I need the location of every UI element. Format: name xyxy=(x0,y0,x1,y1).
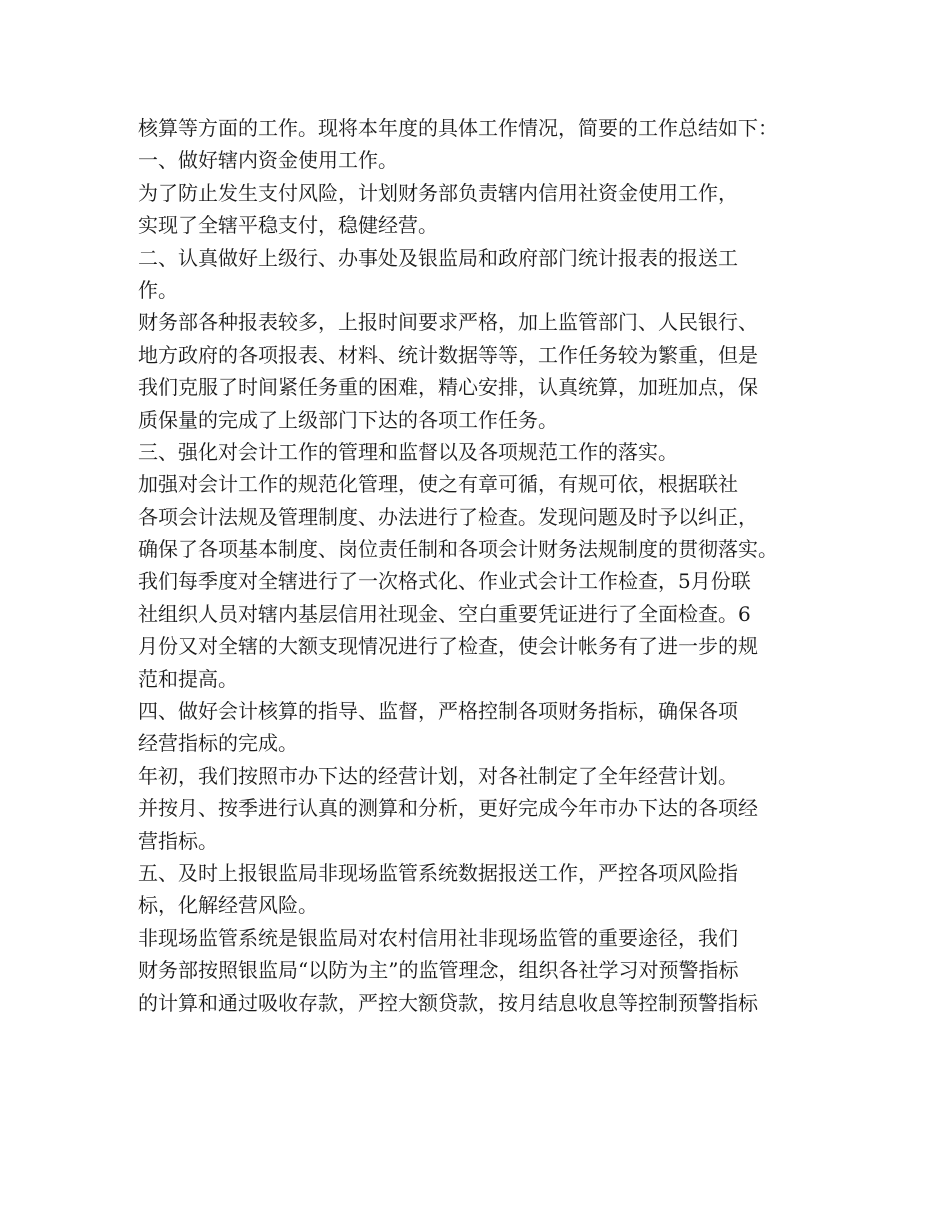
text-line: 的计算和通过吸收存款，严控大额贷款，按月结息收息等控制预警指标 xyxy=(138,990,758,1015)
text-line: 各项会计法规及管理制度、办法进行了检查。发现问题及时予以纠正， xyxy=(138,504,758,529)
text-line: 月份又对全辖的大额支现情况进行了检查，使会计帐务有了进一步的规 xyxy=(138,634,758,659)
text-line: 年初，我们按照市办下达的经营计划，对各社制定了全年经营计划。 xyxy=(138,763,738,788)
text-line: 财务部各种报表较多，上报时间要求严格，加上监管部门、人民银行、 xyxy=(138,310,758,335)
section-heading: 四、做好会计核算的指导、监督，严格控制各项财务指标，确保各项 xyxy=(138,699,738,724)
text-line: 质保量的完成了上级部门下达的各项工作任务。 xyxy=(138,407,558,432)
text-line: 实现了全辖平稳支付，稳健经营。 xyxy=(138,213,438,238)
document-page xyxy=(138,112,828,1019)
section-heading: 经营指标的完成。 xyxy=(138,731,298,756)
text-line: 并按月、按季进行认真的测算和分析，更好完成今年市办下达的各项经 xyxy=(138,796,758,821)
text-line: 非现场监管系统是银监局对农村信用社非现场监管的重要途径，我们 xyxy=(138,925,738,950)
section-heading: 三、强化对会计工作的管理和监督以及各项规范工作的落实。 xyxy=(138,439,678,464)
section-heading: 一、做好辖内资金使用工作。 xyxy=(138,148,398,173)
text-line: 核算等方面的工作。现将本年度的具体工作情况，简要的工作总结如下： xyxy=(138,116,778,140)
section-heading: 二、认真做好上级行、办事处及银监局和政府部门统计报表的报送工 xyxy=(138,245,738,270)
text-line: 营指标。 xyxy=(138,828,218,853)
text-line: 为了防止发生支付风险，计划财务部负责辖内信用社资金使用工作， xyxy=(138,180,738,205)
text-line: 社组织人员对辖内基层信用社现金、空白重要凭证进行了全面检查。6 xyxy=(138,601,751,626)
text-line: 财务部按照银监局“以防为主”的监管理念，组织各社学习对预警指标 xyxy=(138,958,739,983)
text-line: 我们克服了时间紧任务重的困难，精心安排，认真统算，加班加点，保 xyxy=(138,375,758,400)
section-heading: 作。 xyxy=(138,277,178,302)
section-heading: 标，化解经营风险。 xyxy=(138,893,318,918)
text-line: 范和提高。 xyxy=(138,666,238,691)
text-line: 确保了各项基本制度、岗位责任制和各项会计财务法规制度的贯彻落实。 xyxy=(138,537,778,562)
text-line: 我们每季度对全辖进行了一次格式化、作业式会计工作检查，5月份联 xyxy=(138,569,751,594)
text-line: 加强对会计工作的规范化管理，使之有章可循，有规可依，根据联社 xyxy=(138,472,738,497)
section-heading: 五、及时上报银监局非现场监管系统数据报送工作，严控各项风险指 xyxy=(138,860,738,885)
text-line: 地方政府的各项报表、材料、统计数据等等，工作任务较为繁重，但是 xyxy=(138,342,758,367)
